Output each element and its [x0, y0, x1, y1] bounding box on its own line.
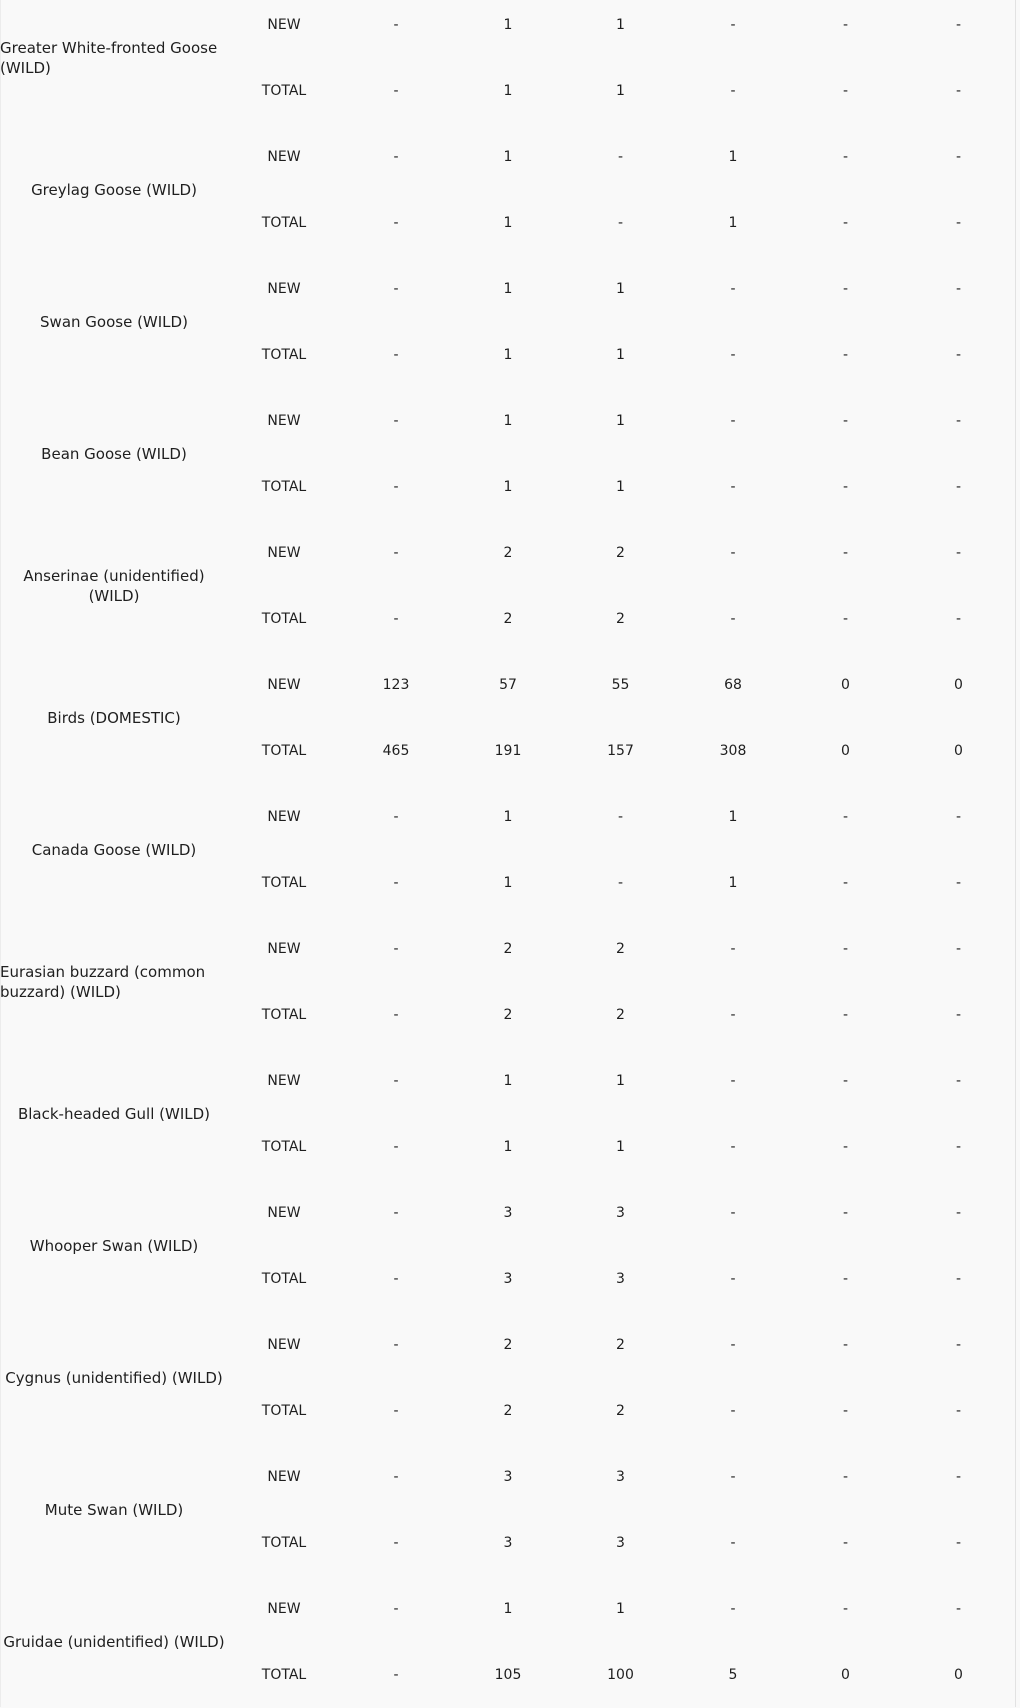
table-cell: -: [393, 1007, 399, 1023]
table-row: [228, 0, 1015, 58]
table-cell: -: [955, 1535, 962, 1551]
table-cell: -: [955, 1007, 962, 1023]
table-cell: -: [730, 347, 736, 363]
table-cell: 2: [616, 545, 625, 561]
table-cell: -: [955, 875, 962, 891]
species-name: Anserinae (unidentified) (WILD): [23, 567, 205, 605]
table-cell: -: [842, 347, 849, 363]
table-cell: 1: [616, 413, 625, 429]
table-cell: -: [955, 215, 962, 231]
row-type-label: TOTAL: [261, 611, 307, 627]
table-cell: -: [842, 149, 849, 165]
table-cell: -: [393, 479, 399, 495]
row-type-label: TOTAL: [261, 1403, 307, 1419]
table-cell: -: [730, 479, 736, 495]
table-cell: 1: [616, 83, 625, 99]
table-cell: -: [730, 17, 736, 33]
table-cell: -: [730, 545, 736, 561]
table-cell: 3: [503, 1535, 513, 1551]
table-cell: 105: [494, 1667, 522, 1683]
table-cell: 191: [494, 743, 522, 759]
row-type-label: TOTAL: [261, 1007, 307, 1023]
table-cell: -: [842, 941, 849, 957]
table-cell: -: [842, 1139, 849, 1155]
table-row: [228, 58, 1015, 124]
table-right-border: [1015, 0, 1016, 1707]
species-name: Black-headed Gull (WILD): [17, 1105, 211, 1123]
table-row: [228, 850, 1015, 916]
table-cell: -: [393, 1601, 399, 1617]
table-cell: -: [393, 413, 399, 429]
table-cell: -: [842, 1469, 849, 1485]
table-cell: 2: [503, 941, 513, 957]
table-cell: -: [955, 83, 962, 99]
table-row: [228, 256, 1015, 322]
row-type-label: TOTAL: [261, 1271, 307, 1287]
table-cell: -: [842, 1403, 849, 1419]
species-name: Gruidae (unidentified) (WILD): [3, 1633, 225, 1651]
table-cell: -: [730, 413, 736, 429]
table-cell: 1: [503, 479, 513, 495]
table-cell: 1: [503, 413, 513, 429]
row-type-label: TOTAL: [261, 1535, 307, 1551]
table-cell: -: [842, 545, 849, 561]
table-cell: -: [842, 1535, 849, 1551]
species-name: Greylag Goose (WILD): [31, 181, 197, 199]
table-cell: 3: [616, 1469, 625, 1485]
table-cell: 1: [503, 17, 513, 33]
table-cell: -: [393, 347, 399, 363]
row-type-label: NEW: [267, 809, 301, 825]
table-row: [228, 124, 1015, 190]
table-cell: 2: [616, 941, 625, 957]
table-cell: -: [955, 1073, 962, 1089]
species-name: Greater White-fronted Goose (WILD): [0, 39, 218, 77]
table-cell: -: [842, 281, 849, 297]
table-cell: 1: [728, 809, 738, 825]
table-cell: 1: [503, 875, 513, 891]
table-cell: -: [955, 611, 962, 627]
table-cell: -: [955, 479, 962, 495]
row-type-label: NEW: [267, 1601, 301, 1617]
table-cell: -: [730, 1007, 736, 1023]
table-cell: 3: [616, 1271, 625, 1287]
table-cell: 1: [728, 215, 738, 231]
table-row: [228, 1312, 1015, 1378]
table-row: [228, 652, 1015, 718]
table-cell: -: [842, 1205, 849, 1221]
table-row: [228, 1048, 1015, 1114]
table-cell: -: [955, 1337, 962, 1353]
table-cell: 1: [616, 1139, 625, 1155]
table-cell: -: [955, 413, 962, 429]
table-cell: 0: [841, 677, 850, 693]
table-row: [228, 520, 1015, 586]
table-cell: -: [730, 281, 736, 297]
table-cell: 1: [503, 1139, 513, 1155]
table-cell: -: [842, 479, 849, 495]
table-row: [228, 718, 1015, 784]
table-row: [228, 1114, 1015, 1180]
table-cell: -: [955, 1469, 962, 1485]
table-cell: -: [730, 83, 736, 99]
row-type-label: NEW: [267, 413, 301, 429]
table-cell: -: [393, 545, 399, 561]
table-cell: -: [393, 1205, 399, 1221]
table-cell: -: [393, 1535, 399, 1551]
table-cell: 0: [954, 743, 963, 759]
table-cell: 1: [503, 149, 513, 165]
table-row: [228, 1510, 1015, 1576]
table-cell: 2: [503, 1337, 513, 1353]
table-cell: -: [393, 1073, 399, 1089]
table-cell: 1: [503, 83, 513, 99]
table-cell: 1: [616, 1073, 625, 1089]
table-cell: -: [617, 809, 624, 825]
table-cell: -: [955, 1205, 962, 1221]
species-name: Mute Swan (WILD): [44, 1501, 184, 1519]
table-cell: -: [955, 149, 962, 165]
table-row: [228, 982, 1015, 1048]
table-cell: 1: [616, 281, 625, 297]
table-cell: -: [730, 1139, 736, 1155]
table-cell: 2: [616, 611, 625, 627]
table-cell: -: [842, 875, 849, 891]
row-type-label: TOTAL: [261, 875, 307, 891]
table-cell: -: [393, 17, 399, 33]
row-type-label: NEW: [267, 17, 301, 33]
table-cell: -: [393, 1469, 399, 1485]
table-cell: -: [842, 1007, 849, 1023]
table-cell: 100: [607, 1667, 634, 1683]
species-name: Cygnus (unidentified) (WILD): [5, 1369, 223, 1387]
table-cell: -: [955, 17, 962, 33]
table-cell: -: [955, 809, 962, 825]
table-row: [228, 1642, 1015, 1708]
table-cell: -: [842, 1271, 849, 1287]
table-cell: -: [393, 1271, 399, 1287]
table-cell: 2: [616, 1007, 625, 1023]
table-cell: 157: [607, 743, 634, 759]
table-cell: 308: [719, 743, 747, 759]
table-cell: 0: [841, 743, 850, 759]
table-cell: 3: [616, 1205, 625, 1221]
table-cell: -: [842, 413, 849, 429]
table-cell: -: [617, 215, 624, 231]
table-cell: -: [393, 1139, 399, 1155]
table-cell: 68: [724, 677, 742, 693]
row-type-label: TOTAL: [261, 743, 307, 759]
table-cell: -: [393, 215, 399, 231]
row-type-label: NEW: [267, 1205, 301, 1221]
table-cell: -: [393, 1403, 399, 1419]
species-name: Swan Goose (WILD): [40, 313, 188, 331]
table-cell: -: [842, 809, 849, 825]
table-cell: 1: [503, 1073, 513, 1089]
table-cell: 3: [503, 1271, 513, 1287]
table-row: [228, 916, 1015, 982]
table-cell: -: [842, 1601, 849, 1617]
table-cell: 2: [503, 545, 513, 561]
row-type-label: NEW: [267, 941, 301, 957]
table-cell: -: [955, 545, 962, 561]
table-cell: 1: [616, 1601, 625, 1617]
table-cell: -: [617, 875, 624, 891]
row-type-label: NEW: [267, 281, 301, 297]
table-cell: -: [955, 1271, 962, 1287]
table-cell: 2: [503, 1007, 513, 1023]
table-cell: -: [955, 281, 962, 297]
table-cell: -: [393, 281, 399, 297]
species-name: Birds (DOMESTIC): [47, 709, 181, 727]
table-cell: -: [842, 215, 849, 231]
table-cell: -: [393, 941, 399, 957]
table-cell: 0: [954, 1667, 963, 1683]
table-cell: 1: [616, 347, 625, 363]
table-cell: 1: [616, 479, 625, 495]
table-cell: -: [955, 347, 962, 363]
table-row: [228, 784, 1015, 850]
table-cell: -: [730, 1073, 736, 1089]
table-cell: 3: [503, 1469, 513, 1485]
table-cell: 1: [503, 1601, 513, 1617]
table-cell: -: [955, 941, 962, 957]
table-cell: -: [393, 1337, 399, 1353]
table-cell: -: [730, 611, 736, 627]
table-cell: 1: [503, 347, 513, 363]
species-name: Whooper Swan (WILD): [29, 1237, 199, 1255]
table-cell: 2: [503, 1403, 513, 1419]
table-cell: -: [842, 83, 849, 99]
table-cell: 2: [616, 1403, 625, 1419]
table-row: [228, 190, 1015, 256]
table-row: [228, 1444, 1015, 1510]
table-row: [228, 1378, 1015, 1444]
species-name: Eurasian buzzard (common buzzard) (WILD): [0, 963, 206, 1001]
row-type-label: TOTAL: [261, 83, 307, 99]
table-cell: 55: [611, 677, 630, 693]
table-cell: 3: [503, 1205, 513, 1221]
table-row: [228, 586, 1015, 652]
table-row: [228, 388, 1015, 454]
table-cell: -: [393, 1667, 399, 1683]
table-cell: -: [842, 1337, 849, 1353]
table-cell: 1: [503, 281, 513, 297]
table-cell: 1: [728, 875, 738, 891]
table-cell: 1: [616, 17, 625, 33]
table-cell: -: [842, 611, 849, 627]
row-type-label: TOTAL: [261, 1139, 307, 1155]
table-row: [228, 322, 1015, 388]
row-type-label: NEW: [267, 149, 301, 165]
table-cell: 57: [499, 677, 517, 693]
table-cell: -: [393, 809, 399, 825]
table-cell: -: [393, 611, 399, 627]
table-row: [228, 1246, 1015, 1312]
row-type-label: TOTAL: [261, 479, 307, 495]
table-cell: 1: [728, 149, 738, 165]
table-cell: -: [730, 1535, 736, 1551]
table-cell: -: [730, 1403, 736, 1419]
table-cell: -: [730, 1205, 736, 1221]
table-cell: 465: [382, 743, 410, 759]
table-cell: -: [955, 1601, 962, 1617]
row-type-label: NEW: [267, 1073, 301, 1089]
row-type-label: TOTAL: [261, 347, 307, 363]
table-cell: -: [955, 1139, 962, 1155]
table-cell: 0: [841, 1667, 850, 1683]
row-type-label: NEW: [267, 1469, 301, 1485]
table-cell: 2: [503, 611, 513, 627]
table-cell: 1: [503, 215, 513, 231]
row-type-label: NEW: [267, 1337, 301, 1353]
table-cell: 123: [382, 677, 410, 693]
row-type-label: TOTAL: [261, 215, 307, 231]
table-cell: -: [730, 1271, 736, 1287]
table-row: [228, 1576, 1015, 1642]
table-cell: -: [730, 1337, 736, 1353]
table-cell: 5: [728, 1667, 738, 1683]
row-type-label: TOTAL: [261, 1667, 307, 1683]
table-cell: 3: [616, 1535, 625, 1551]
table-cell: 2: [616, 1337, 625, 1353]
row-type-label: NEW: [267, 677, 301, 693]
table-cell: 1: [503, 809, 513, 825]
table-cell: -: [842, 1073, 849, 1089]
table-cell: -: [842, 17, 849, 33]
table-cell: -: [955, 1403, 962, 1419]
table-cell: -: [393, 875, 399, 891]
table-row: [228, 1180, 1015, 1246]
table-row: [228, 454, 1015, 520]
table-cell: -: [730, 1469, 736, 1485]
table-cell: -: [617, 149, 624, 165]
species-name: Canada Goose (WILD): [31, 841, 197, 859]
table-cell: -: [730, 941, 736, 957]
table-cell: -: [393, 149, 399, 165]
table-cell: -: [730, 1601, 736, 1617]
table-cell: -: [393, 83, 399, 99]
species-name: Bean Goose (WILD): [41, 445, 187, 463]
table-cell: 0: [954, 677, 963, 693]
row-type-label: NEW: [267, 545, 301, 561]
